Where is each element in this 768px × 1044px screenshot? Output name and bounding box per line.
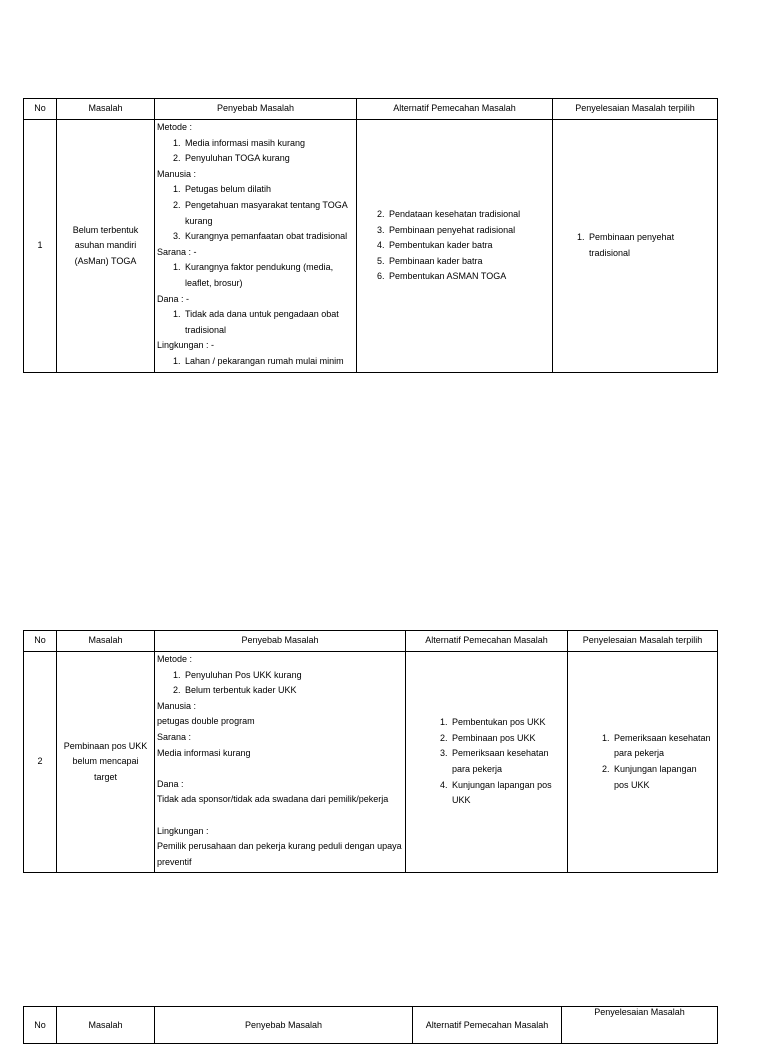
list-item: 4. Pembentukan kader batra: [387, 238, 548, 254]
header-no: No: [24, 631, 57, 652]
list-item: 2. Pembinaan pos UKK: [450, 731, 563, 747]
header-penyebab: Penyebab Masalah: [155, 99, 357, 120]
solution-cell: [553, 120, 718, 373]
header-masalah: Masalah: [57, 1007, 155, 1044]
cause-cell: [155, 120, 357, 373]
alternative-list: [361, 207, 548, 285]
header-penyebab: Penyebab Masalah: [155, 1007, 413, 1044]
blank-line: [157, 761, 403, 777]
list-item: 2. Pengetahuan masyarakat tentang TOGA kurang: [183, 198, 354, 229]
header-alternatif: Alternatif Pemecahan Masalah: [406, 631, 568, 652]
list-item: 1. Petugas belum dilatih: [183, 182, 354, 198]
list-item: 1. Pembinaan penyehat tradisional: [587, 230, 713, 261]
blank-line: [157, 808, 403, 824]
list-item: 1. Kurangnya faktor pendukung (media, leaflet, brosur): [183, 260, 354, 291]
problem-table-2: [23, 630, 718, 873]
list-item: 1. Pembentukan pos UKK: [450, 715, 563, 731]
cause-text: petugas double program: [157, 716, 255, 727]
solution-list: [572, 731, 713, 793]
header-no: No: [24, 99, 57, 120]
list-item: 2. Kunjungan lapangan pos UKK: [612, 762, 713, 793]
problem-cell: Pembinaan pos UKK belum mencapai target: [57, 652, 155, 873]
header-alternatif: Alternatif Pemecahan Masalah: [413, 1007, 562, 1044]
cause-category-manusia: Manusia :: [157, 700, 197, 711]
alternative-cell: [357, 120, 553, 373]
header-masalah: Masalah: [57, 631, 155, 652]
cause-category-lingkungan: Lingkungan :: [157, 825, 209, 836]
list-item: 2. Belum terbentuk kader UKK: [183, 683, 403, 699]
problem-cell: Belum terbentuk asuhan mandiri (AsMan) TOGA: [57, 120, 155, 373]
cause-cell: [155, 652, 406, 873]
header-penyelesaian: Penyelesaian Masalah terpilih: [568, 631, 718, 652]
table-header-row: [24, 1007, 718, 1044]
header-alternatif: Alternatif Pemecahan Masalah: [357, 99, 553, 120]
cause-category-metode: Metode :: [157, 654, 193, 664]
list-item: 3. Kurangnya pemanfaatan obat tradisional: [183, 229, 354, 245]
list-item: 1. Penyuluhan Pos UKK kurang: [183, 668, 403, 684]
alternative-cell: [406, 652, 568, 873]
list-item: 6. Pembentukan ASMAN TOGA: [387, 269, 548, 285]
table-row: [24, 120, 718, 373]
cause-category-sarana: Sarana :: [157, 731, 192, 742]
list-item: 3. Pemeriksaan kesehatan para pekerja: [450, 746, 563, 777]
list-item: 2. Pendataan kesehatan tradisional: [387, 207, 548, 223]
header-no: No: [24, 1007, 57, 1044]
cause-category-metode: Metode :: [157, 122, 193, 132]
header-penyelesaian: Penyelesaian Masalah terpilih: [553, 99, 718, 120]
cause-text: Media informasi kurang: [157, 747, 251, 758]
alternative-list: [410, 715, 563, 809]
header-penyebab: Penyebab Masalah: [155, 631, 406, 652]
row-number: 1: [24, 120, 57, 373]
cause-text: Pemilik perusahaan dan pekerja kurang peduli dengan upaya preventif: [157, 841, 402, 867]
cause-category-dana: Dana :: [157, 778, 184, 789]
list-item: 1. Tidak ada dana untuk pengadaan obat tradisional: [183, 307, 354, 338]
cause-category-manusia: Manusia :: [157, 168, 197, 179]
list-item: 1. Lahan / pekarangan rumah mulai minim: [183, 354, 354, 370]
cause-category-lingkungan: Lingkungan : -: [157, 340, 215, 351]
problem-table-1: [23, 98, 718, 373]
table-header-row: [24, 99, 718, 120]
list-item: 4. Kunjungan lapangan pos UKK: [450, 778, 563, 809]
header-penyelesaian: Penyelesaian Masalah: [562, 1007, 718, 1044]
list-item: 1. Media informasi masih kurang: [183, 136, 354, 152]
list-item: 5. Pembinaan kader batra: [387, 254, 548, 270]
cause-category-sarana: Sarana : -: [157, 246, 197, 257]
table-header-row: [24, 631, 718, 652]
list-item: 2. Penyuluhan TOGA kurang: [183, 151, 354, 167]
solution-cell: [568, 652, 718, 873]
list-item: 1. Pemeriksaan kesehatan para pekerja: [612, 731, 713, 762]
solution-list: [557, 230, 713, 261]
row-number: 2: [24, 652, 57, 873]
problem-table-3: [23, 1006, 718, 1044]
header-masalah: Masalah: [57, 99, 155, 120]
cause-text: Tidak ada sponsor/tidak ada swadana dari pemilik/pekerja: [157, 794, 389, 805]
table-row: [24, 652, 718, 873]
list-item: 3. Pembinaan penyehat radisional: [387, 223, 548, 239]
cause-category-dana: Dana : -: [157, 293, 190, 304]
